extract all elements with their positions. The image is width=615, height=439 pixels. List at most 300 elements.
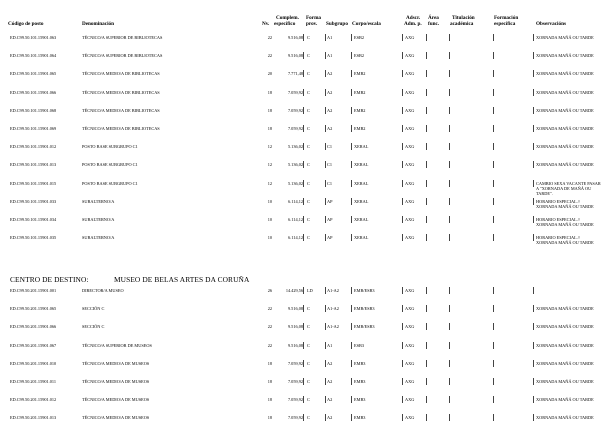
cell-sg: AP [327, 198, 333, 204]
cell-divider [351, 287, 352, 294]
cell-divider [402, 34, 403, 41]
cell-fp: C [307, 71, 310, 77]
cell-divider [533, 89, 534, 96]
cell-nv: 18 [267, 397, 272, 403]
cell-divider [426, 234, 427, 241]
cell-code: ED.C99.50.201.15901.067 [10, 342, 57, 348]
cell-nv: 12 [267, 162, 272, 168]
cell-adscr: AXG [405, 162, 415, 168]
cell-obs: XORNADA MAÑÁ OU TARDE [536, 306, 594, 312]
cell-divider [303, 89, 304, 96]
cell-divider [493, 52, 494, 59]
cell-den: TÉCNICO/A MEDIO/A DE MUSEOS [82, 360, 150, 366]
cell-divider [402, 180, 403, 187]
cell-nv: 12 [267, 144, 272, 150]
cell-ce: 7.771,48 [287, 71, 303, 77]
cell-divider [493, 287, 494, 294]
cell-divider [351, 342, 352, 349]
cell-divider [533, 161, 534, 168]
cell-adscr: AXG [405, 288, 415, 293]
cell-divider [325, 125, 326, 132]
cell-divider [426, 287, 427, 294]
cell-den: TÉCNICO/A SUPERIOR DE MUSEOS [82, 342, 152, 348]
cell-den: TÉCNICO/A SUPERIOR DE BIBLIOTECAS [82, 35, 163, 40]
header-titulacion-2: académica [450, 21, 474, 27]
cell-divider [449, 305, 450, 312]
cell-nv: 18 [267, 89, 272, 95]
center-name: MUSEO DE BELAS ARTES DA CORUÑA [114, 275, 250, 284]
cell-adscr: AXG [405, 397, 415, 403]
cell-divider [351, 305, 352, 312]
cell-ce: 5.136,02 [287, 180, 303, 186]
cell-fp: LD [307, 288, 313, 293]
cell-adscr: AXG [405, 180, 415, 186]
cell-divider [325, 52, 326, 59]
cell-nv: 18 [267, 379, 272, 384]
header-formacion-2: específica [494, 21, 516, 27]
cell-divider [325, 342, 326, 349]
cell-sg: A2 [327, 71, 333, 77]
cell-divider [449, 234, 450, 241]
cell-ce: 6.114,12 [288, 217, 303, 222]
cell-den: TÉCNICO/A MEDIO/A DE BIBLIOTECAS [82, 107, 160, 113]
cell-divider [402, 198, 403, 205]
cell-fp: C [307, 198, 310, 204]
cell-divider [351, 360, 352, 367]
cell-nv: 22 [267, 35, 272, 40]
cell-obs: XORNADA MAÑÁ OU TARDE [536, 379, 594, 384]
cell-obs: HORARIO ESPECIAL // XORNADA MAÑÁ OU TARDE [536, 235, 594, 246]
cell-adscr: AXG [405, 217, 415, 222]
cell-divider [426, 323, 427, 330]
cell-sg: A2 [327, 397, 333, 403]
cell-divider [351, 52, 352, 59]
cell-sg: C1 [327, 162, 333, 168]
cell-nv: 18 [267, 415, 272, 421]
cell-divider [426, 107, 427, 114]
cell-corpo: XERAL [354, 217, 369, 222]
cell-ce: 7.059,92 [287, 415, 303, 421]
header-denominacion: Denominación [82, 21, 114, 27]
cell-adscr: AXG [405, 324, 415, 330]
cell-divider [325, 287, 326, 294]
cell-divider [426, 52, 427, 59]
cell-code: ED.C99.50.101.15901.012 [10, 144, 57, 150]
cell-divider [402, 216, 403, 223]
cell-ce: 7.059,92 [287, 126, 303, 131]
cell-sg: A1 [327, 53, 333, 59]
cell-obs: XORNADA MAÑÁ OU TARDE [536, 107, 594, 113]
cell-divider [303, 323, 304, 330]
cell-den: POSTO BASE SUBGRUPO C1 [82, 162, 138, 168]
cell-divider [351, 198, 352, 205]
cell-divider [402, 89, 403, 96]
cell-code: ED.C99.50.201.15901.011 [10, 379, 57, 384]
cell-code: ED.C99.50.201.15901.012 [10, 397, 57, 403]
cell-divider [351, 378, 352, 385]
cell-sg: A2 [327, 360, 333, 366]
cell-nv: 22 [267, 342, 272, 348]
cell-divider [402, 414, 403, 421]
cell-corpo: EMB2 [354, 107, 366, 113]
cell-divider [402, 305, 403, 312]
cell-divider [402, 360, 403, 367]
cell-nv: 10 [267, 235, 272, 241]
cell-divider [533, 180, 534, 187]
cell-divider [402, 107, 403, 114]
cell-obs: HORARIO ESPECIAL // XORNADA MAÑÁ OU TARDE [536, 198, 594, 209]
header-area-1: Área [428, 15, 439, 21]
cell-divider [351, 161, 352, 168]
cell-adscr: AXG [405, 198, 415, 204]
cell-obs: XORNADA MAÑÁ OU TARDE [536, 360, 594, 366]
cell-divider [303, 107, 304, 114]
cell-nv: 26 [267, 288, 272, 293]
cell-fp: C [307, 126, 310, 131]
cell-obs: XORNADA MAÑÁ OU TARDE [536, 126, 594, 131]
cell-divider [449, 216, 450, 223]
cell-code: ED.C99.50.201.15901.013 [10, 415, 57, 421]
cell-corpo: XERAL [354, 180, 369, 186]
cell-corpo: XERAL [354, 144, 369, 150]
cell-divider [426, 198, 427, 205]
cell-adscr: AXG [405, 235, 415, 241]
cell-divider [351, 70, 352, 77]
cell-divider [493, 161, 494, 168]
cell-den: POSTO BASE SUBGRUPO C1 [82, 144, 138, 150]
header-nv: Nv. [262, 21, 270, 27]
cell-corpo: ESB2 [354, 53, 365, 59]
cell-divider [449, 34, 450, 41]
cell-divider [533, 198, 534, 205]
cell-divider [325, 198, 326, 205]
cell-corpo: EMB3 [354, 415, 366, 421]
cell-divider [303, 125, 304, 132]
cell-divider [449, 89, 450, 96]
cell-divider [533, 396, 534, 403]
cell-corpo: XERAL [354, 162, 369, 168]
header-adscr-2: Adm. p. [404, 21, 422, 27]
cell-divider [402, 70, 403, 77]
center-label: CENTRO DE DESTINO: [10, 275, 89, 284]
cell-divider [533, 305, 534, 312]
cell-code: ED.C99.50.101.15901.033 [10, 198, 57, 204]
cell-code: ED.C99.50.101.15901.015 [10, 180, 57, 186]
cell-divider [402, 125, 403, 132]
cell-corpo: XERAL [354, 235, 369, 241]
cell-ce: 7.059,92 [287, 360, 303, 366]
cell-divider [303, 70, 304, 77]
cell-divider [533, 414, 534, 421]
cell-obs: XORNADA MAÑÁ OU TARDE [536, 415, 594, 421]
cell-adscr: AXG [405, 144, 415, 150]
cell-divider [303, 396, 304, 403]
cell-divider [351, 396, 352, 403]
cell-divider [449, 287, 450, 294]
cell-code: ED.C99.50.101.15901.066 [10, 89, 57, 95]
cell-divider [303, 342, 304, 349]
cell-divider [325, 161, 326, 168]
cell-divider [426, 143, 427, 150]
cell-adscr: AXG [405, 342, 415, 348]
cell-divider [426, 125, 427, 132]
cell-divider [351, 125, 352, 132]
header-formacion-1: Formación [494, 15, 519, 21]
cell-divider [325, 70, 326, 77]
cell-fp: C [307, 342, 310, 348]
cell-divider [426, 89, 427, 96]
cell-divider [426, 414, 427, 421]
cell-divider [449, 378, 450, 385]
cell-sg: A1-A2 [327, 306, 339, 312]
cell-divider [449, 342, 450, 349]
cell-divider [533, 70, 534, 77]
cell-ce: 5.136,02 [287, 162, 303, 168]
cell-divider [449, 143, 450, 150]
cell-fp: C [307, 144, 310, 150]
cell-divider [325, 180, 326, 187]
cell-divider [325, 34, 326, 41]
cell-divider [493, 70, 494, 77]
cell-divider [303, 360, 304, 367]
cell-nv: 18 [267, 126, 272, 131]
cell-divider [449, 70, 450, 77]
cell-ce: 5.136,02 [287, 144, 303, 150]
cell-divider [493, 378, 494, 385]
cell-ce: 9.516,08 [287, 35, 303, 40]
cell-sg: A1 [327, 35, 333, 40]
cell-corpo: ESB2 [354, 35, 365, 40]
cell-divider [493, 180, 494, 187]
cell-code: ED.C99.50.101.15901.068 [10, 107, 57, 113]
header-complem-1: Complem. [276, 15, 299, 21]
cell-divider [533, 287, 534, 294]
cell-divider [303, 198, 304, 205]
cell-nv: 22 [267, 324, 272, 330]
cell-ce: 9.516,08 [287, 342, 303, 348]
cell-den: TÉCNICO/A MEDIO/A DE MUSEOS [82, 379, 150, 384]
cell-divider [402, 396, 403, 403]
cell-divider [351, 89, 352, 96]
cell-code: ED.C99.50.101.15901.065 [10, 71, 57, 77]
cell-den: TÉCNICO/A MEDIO/A DE BIBLIOTECAS [82, 126, 160, 131]
cell-divider [493, 107, 494, 114]
cell-corpo: EMB/ESB3 [354, 324, 375, 330]
cell-fp: C [307, 162, 310, 168]
cell-den: SUBALTERNO/A [82, 217, 115, 222]
cell-den: POSTO BASE SUBGRUPO C1 [82, 180, 138, 186]
cell-divider [493, 342, 494, 349]
cell-den: SECCIÓN C [82, 306, 105, 312]
cell-fp: C [307, 89, 310, 95]
cell-corpo: ESB3 [354, 342, 365, 348]
cell-divider [493, 143, 494, 150]
cell-divider [325, 323, 326, 330]
cell-ce: 7.059,92 [287, 89, 303, 95]
cell-fp: C [307, 397, 310, 403]
cell-divider [426, 378, 427, 385]
cell-divider [303, 287, 304, 294]
cell-den: TÉCNICO/A MEDIO/A DE MUSEOS [82, 397, 150, 403]
header-titulacion-1: Titulación [452, 15, 475, 21]
cell-adscr: AXG [405, 53, 415, 59]
header-area-2: func. [428, 21, 440, 27]
cell-divider [426, 34, 427, 41]
cell-divider [533, 323, 534, 330]
cell-divider [533, 107, 534, 114]
cell-divider [402, 287, 403, 294]
header-forma-2: prov. [306, 21, 318, 27]
cell-divider [426, 360, 427, 367]
cell-fp: C [307, 107, 310, 113]
cell-sg: A2 [327, 415, 333, 421]
cell-corpo: EMB2 [354, 71, 366, 77]
header-codigo: Código de posto [8, 21, 44, 27]
cell-sg: A2 [327, 126, 333, 131]
cell-code: ED.C99.50.101.15901.063 [10, 35, 57, 40]
cell-sg: C1 [327, 144, 333, 150]
cell-divider [449, 323, 450, 330]
cell-divider [402, 323, 403, 330]
cell-obs: XORNADA MAÑÁ OU TARDE [536, 342, 594, 348]
cell-divider [426, 161, 427, 168]
cell-divider [303, 414, 304, 421]
cell-adscr: AXG [405, 35, 415, 40]
cell-corpo: EMB2 [354, 126, 366, 131]
cell-divider [402, 143, 403, 150]
cell-nv: 12 [267, 180, 272, 186]
cell-divider [449, 396, 450, 403]
cell-obs: XORNADA MAÑÁ OU TARDE [536, 71, 594, 77]
cell-divider [325, 234, 326, 241]
cell-divider [533, 52, 534, 59]
cell-fp: C [307, 235, 310, 241]
cell-divider [449, 414, 450, 421]
cell-code: ED.C99.50.101.15901.013 [10, 162, 57, 168]
cell-divider [351, 107, 352, 114]
cell-adscr: AXG [405, 107, 415, 113]
cell-adscr: AXG [405, 360, 415, 366]
cell-divider [351, 143, 352, 150]
cell-divider [493, 198, 494, 205]
cell-divider [533, 360, 534, 367]
cell-code: ED.C99.50.201.15901.001 [10, 288, 57, 293]
cell-divider [533, 234, 534, 241]
header-adscr-1: Adscr. [406, 15, 421, 21]
cell-corpo: EMB3 [354, 360, 366, 366]
cell-obs: CAMBIO SEXA VACANTE PASAR A "XORNADA DE MAÑÁ OU TARDE". [536, 180, 601, 196]
cell-den: SECCIÓN C [82, 324, 105, 330]
cell-obs: XORNADA MAÑÁ OU TARDE [536, 162, 594, 168]
cell-divider [493, 414, 494, 421]
cell-nv: 10 [267, 217, 272, 222]
cell-divider [449, 107, 450, 114]
cell-code: ED.C99.50.201.15901.010 [10, 360, 57, 366]
cell-sg: A1-A2 [327, 324, 339, 330]
cell-ce: 9.516,08 [287, 53, 303, 59]
cell-divider [402, 52, 403, 59]
cell-divider [426, 342, 427, 349]
cell-obs: XORNADA MAÑÁ OU TARDE [536, 35, 594, 40]
cell-fp: C [307, 415, 310, 421]
cell-adscr: AXG [405, 71, 415, 77]
cell-divider [303, 234, 304, 241]
cell-divider [303, 305, 304, 312]
cell-divider [325, 89, 326, 96]
cell-divider [325, 143, 326, 150]
cell-divider [533, 378, 534, 385]
cell-divider [351, 323, 352, 330]
header-forma-1: Forma [306, 15, 321, 21]
cell-divider [303, 378, 304, 385]
cell-adscr: AXG [405, 89, 415, 95]
cell-nv: 22 [267, 306, 272, 312]
cell-sg: A2 [327, 379, 333, 384]
cell-ce: 6.114,12 [288, 198, 303, 204]
cell-divider [325, 305, 326, 312]
cell-ce: 9.516,08 [287, 306, 303, 312]
cell-ce: 14.429,56 [285, 288, 303, 293]
cell-sg: A2 [327, 107, 333, 113]
cell-code: ED.C99.50.101.15901.064 [10, 53, 57, 59]
cell-divider [402, 234, 403, 241]
cell-divider [426, 305, 427, 312]
cell-code: ED.C99.50.201.15901.066 [10, 324, 57, 330]
cell-adscr: AXG [405, 306, 415, 312]
cell-divider [493, 34, 494, 41]
cell-divider [325, 360, 326, 367]
cell-divider [325, 216, 326, 223]
cell-nv: 20 [267, 71, 272, 77]
cell-divider [351, 34, 352, 41]
cell-nv: 18 [267, 107, 272, 113]
cell-ce: 7.059,92 [287, 107, 303, 113]
cell-code: ED.C99.50.101.15901.069 [10, 126, 57, 131]
cell-divider [493, 125, 494, 132]
cell-divider [493, 234, 494, 241]
cell-corpo: EMB/ESB3 [354, 306, 375, 312]
cell-divider [426, 180, 427, 187]
cell-divider [351, 216, 352, 223]
cell-den: SUBALTERNO/A [82, 198, 115, 204]
cell-divider [303, 143, 304, 150]
cell-divider [325, 378, 326, 385]
cell-sg: A1-A2 [327, 288, 339, 293]
cell-den: TÉCNICO/A MEDIO/A DE MUSEOS [82, 415, 150, 421]
cell-divider [493, 360, 494, 367]
cell-adscr: AXG [405, 415, 415, 421]
cell-divider [449, 198, 450, 205]
header-subgrupo: Subgrupo [326, 21, 348, 27]
cell-divider [533, 143, 534, 150]
cell-corpo: XERAL [354, 198, 369, 204]
cell-divider [402, 161, 403, 168]
header-observacions: Observacións [536, 21, 566, 27]
cell-divider [303, 52, 304, 59]
cell-sg: A1 [327, 342, 333, 348]
cell-divider [303, 34, 304, 41]
cell-sg: C1 [327, 180, 333, 186]
cell-divider [303, 161, 304, 168]
cell-den: SUBALTERNO/A [82, 235, 115, 241]
cell-divider [493, 89, 494, 96]
cell-ce: 7.059,92 [287, 379, 303, 384]
cell-sg: AP [327, 235, 333, 241]
cell-adscr: AXG [405, 126, 415, 131]
cell-divider [533, 125, 534, 132]
cell-fp: C [307, 379, 310, 384]
cell-divider [402, 378, 403, 385]
